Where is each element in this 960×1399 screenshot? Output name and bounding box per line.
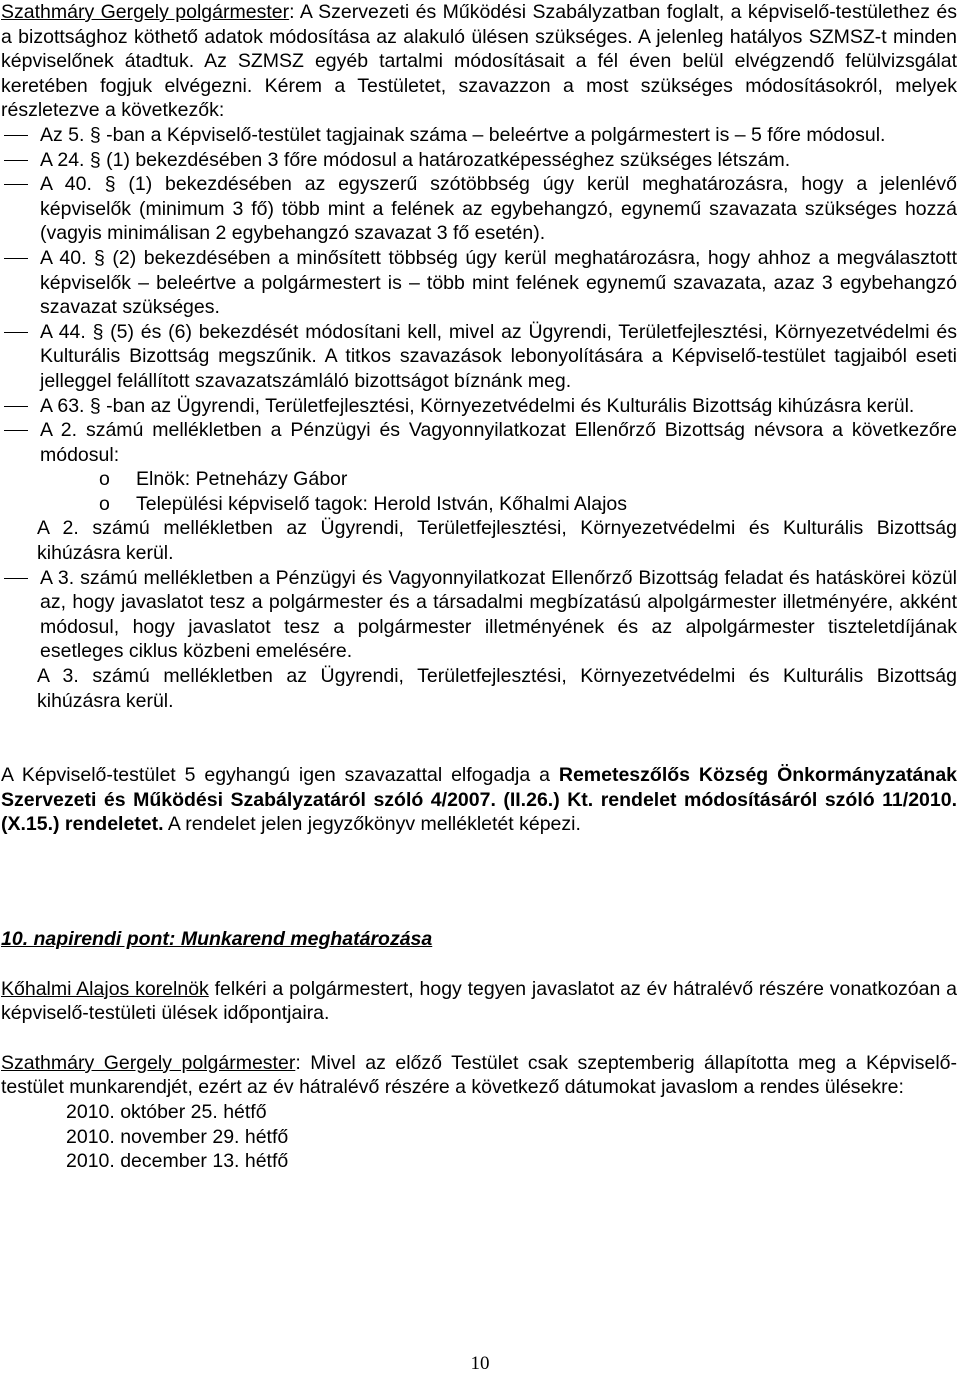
list-item: A 63. § -ban az Ügyrendi, Területfejlesztési, Környezetvédelmi és Kulturális Bizottság kihúzásra kerül. (1, 394, 957, 419)
plain-item: A 2. számú mellékletben az Ügyrendi, Területfejlesztési, Környezetvédelmi és Kulturális Bizottság kihúzásra kerül. (37, 517, 957, 565)
date-line: 2010. október 25. hétfő (66, 1100, 267, 1123)
list-item: A 44. § (5) és (6) bekezdését módosítani kell, mivel az Ügyrendi, Területfejlesztési, Környezetvédelmi és Kulturális Bizottság megszűnik. A titkos szavazások lebonyolítására a Képviselő-testület tagjaiból eseti jelleggel felállított szavazatszámláló bizottságot bíznánk meg. (1, 320, 957, 394)
speaker-name: Szathmáry Gergely polgármester (1, 1051, 296, 1074)
mayor-paragraph (1, 1051, 957, 1100)
list-item: Az 5. § -ban a Képviselő-testület tagjainak száma – beleértve a polgármestert is – 5 főre módosul. (1, 123, 957, 148)
speaker-name: Szathmáry Gergely polgármester (1, 1, 290, 23)
sub-item-text: Települési képviselő tagok: Herold István, Kőhalmi Alajos (136, 492, 628, 515)
resolution-paragraph (1, 763, 957, 837)
plain-item: A 3. számú mellékletben az Ügyrendi, Területfejlesztési, Környezetvédelmi és Kulturális Bizottság kihúzásra kerül. (37, 665, 957, 712)
sub-list-item (1, 492, 957, 517)
date-line: 2010. november 29. hétfő (66, 1125, 289, 1148)
spacer (1, 1026, 957, 1051)
date-line: 2010. december 13. hétfő (66, 1150, 289, 1173)
resolution-bold: Remeteszőlős Község Önkormányzatának Szervezeti és Működési Szabályzatáról szóló 4/2007. (II.26.) Kt. rendelet módosításáról szóló 11/2010. (X.15.) rendeletet. (1, 764, 958, 836)
mayor-text: : Mivel az előző Testület csak szeptemberig állapította meg a Képviselő-testület munkarendjét, ezért az év hátralévő részére a következő dátumokat javaslom a rendes ülésekre: (1, 1051, 957, 1099)
page-number: 10 (470, 1353, 490, 1374)
speaker-name: Kőhalmi Alajos korelnök (1, 977, 209, 1000)
intro-text: : A Szervezeti és Működési Szabályzatban foglalt, a képviselő-testülethez és a bizottsághoz köthető adatok módosítása az alakuló ülésen szükséges. A jelenleg hatályos SZMSZ-t minden képviselőnek átadtuk. Az SZMSZ egyéb tartalmi módosításait a fél éven belül elvégzendő felülvizsgálat keretében fogjuk elvégezni. Kérem a Testületet, szavazzon a most szükséges módosításokról, melyek részletezve a következők: (1, 1, 957, 122)
korelnok-paragraph (1, 977, 957, 1026)
list-item: A 24. § (1) bekezdésében 3 főre módosul a határozatképességhez szükséges létszám. (1, 148, 957, 173)
intro-paragraph (1, 0, 957, 123)
resolution-lead: A Képviselő-testület 5 egyhangú igen szavazattal elfogadja a (1, 764, 559, 787)
list-item: A 40. § (2) bekezdésében a minősített többség úgy kerül meghatározásra, hogy ahhoz a megválasztott képviselők – beleértve a polgármestert is – több mint felének egynemű szavazata, azaz 3 egybehangzó szavazat szükséges. (1, 246, 957, 320)
resolution-tail: A rendelet jelen jegyzőkönyv mellékletét képezi. (163, 813, 581, 836)
sub-list-item (1, 467, 957, 492)
list-item: A 3. számú mellékletben a Pénzügyi és Vagyonnyilatkozat Ellenőrző Bizottság feladat és hatáskörei közül az, hogy javaslatot tesz a polgármester és a társadalmi megbízatású alpolgármester illetményére, akként módosul, hogy javaslatot tesz a polgármester illetményének és az alpolgármester tiszteletdíjának esetleges ciklus közbeni emelésére. (1, 566, 957, 664)
korelnok-text: felkéri a polgármestert, hogy tegyen javaslatot az év hátralévő részére vonatkozóan a képviselő-testületi ülések időpontjaira. (1, 977, 957, 1025)
list-item: A 2. számú mellékletben a Pénzügyi és Vagyonnyilatkozat Ellenőrző Bizottság névsora a következőre módosul: (1, 418, 957, 467)
list-item: A 40. § (1) bekezdésében az egyszerű szótöbbség úgy kerül meghatározásra, hogy a jelenlévő képviselők (minimum 3 fő) több mint a felének az egybehangzó, egynemű szavazata szükséges hozzá (vagyis minimálisan 2 egybehangzó szavazat 3 fő esetén). (1, 172, 957, 246)
agenda-heading: 10. napirendi pont: Munkarend meghatározása (1, 928, 433, 950)
bullet-o-icon: o (99, 492, 110, 515)
spacer (1, 713, 957, 763)
spacer (1, 952, 957, 977)
bullet-o-icon: o (99, 468, 110, 491)
sub-item-text: Elnök: Petneházy Gábor (136, 468, 348, 491)
spacer (1, 837, 957, 927)
